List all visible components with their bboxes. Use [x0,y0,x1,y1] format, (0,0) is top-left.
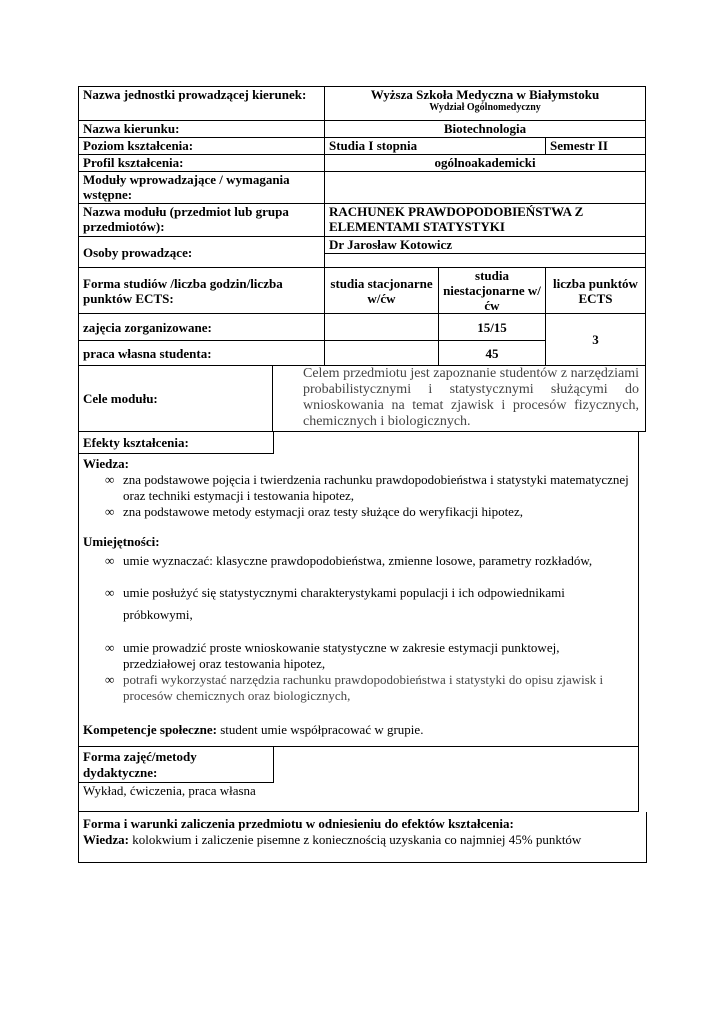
list-item: ∞ umie wyznaczać: klasyczne prawdopodobieństwa, zmienne losowe, parametry rozkładów, [101,550,634,572]
prereq-value [325,172,646,204]
competences-label: Kompetencje społeczne: [83,722,217,737]
semester-value: Semestr II [546,138,646,155]
syllabus-document [78,86,645,863]
skills-heading: Umiejętności: [83,534,160,549]
outcomes-label: Efekty kształcenia: [79,432,274,454]
col-part-time: studia niestacjonarne w/ćw [439,268,546,314]
organized-label: zajęcia zorganizowane: [79,314,325,341]
level-value: Studia I stopnia [325,138,546,155]
infinity-bullet-icon: ∞ [105,504,115,519]
col-ects: liczba punktów ECTS [546,268,646,314]
field-label: Nazwa kierunku: [79,121,325,138]
unit-dept: Wydział Ogólnomedyczny [429,102,541,113]
infinity-bullet-icon: ∞ [105,640,115,655]
competences [83,722,634,738]
own-work-full-time [325,341,439,366]
goals-text: Celem przedmiotu jest zapoznanie studentów z narzędziami probabilistycznymi i statystycznymi służącymi do wnioskowania na temat zjawisk i procesów fizycznych, chemicznych i biologicznych. [273,366,646,432]
list-item: ∞ potrafi wykorzystać narzędzia rachunku prawdopodobieństwa i statystyki do opisu zjawisk i procesów chemicznych oraz biologicznych, [105,672,604,703]
competences-text: student umie współpracować w grupie. [216,722,424,737]
infinity-bullet-icon: ∞ [105,672,115,687]
ects-value: 3 [546,314,646,366]
assessment-body [83,832,642,848]
teachers-label: Osoby prowadzące: [79,237,325,268]
list-item: ∞ zna podstawowe pojęcia i twierdzenia rachunku prawdopodobieństwa i statystyki matematycznej oraz techniki estymacji i testowania hipotez, [105,472,629,503]
form-label: Forma studiów /liczba godzin/liczba punktów ECTS: [79,268,325,314]
profile-label: Profil kształcenia: [79,155,325,172]
module-label: Nazwa modułu (przedmiot lub grupa przedmiotów): [79,204,325,237]
organized-full-time [325,314,439,341]
infinity-bullet-icon: ∞ [105,553,115,568]
level-label: Poziom kształcenia: [79,138,325,155]
teachers-extra [325,254,646,268]
prereq-label: Moduły wprowadzające / wymagania wstępne: [79,172,325,204]
outcomes-section [78,432,639,747]
module-value: RACHUNEK PRAWDOPODOBIEŃSTWA Z ELEMENTAMI STATYSTYKI [325,204,646,237]
list-item: ∞ zna podstawowe metody estymacji oraz testy służące do weryfikacji hipotez, [105,504,523,519]
skills-list [83,550,634,704]
own-work-part-time: 45 [439,341,546,366]
col-full-time: studia stacjonarne w/ćw [325,268,439,314]
knowledge-list [83,472,634,520]
assessment-text: kolokwium i zaliczenie pisemne z koniecznością uzyskania co najmniej 45% punktów [128,832,582,847]
field-value: Biotechnologia [325,121,646,138]
infinity-bullet-icon: ∞ [105,585,115,600]
infinity-bullet-icon: ∞ [105,472,115,487]
course-info-table [78,86,646,432]
unit-name: Wyższa Szkoła Medyczna w Białymstoku [370,87,600,102]
assessment-label: Wiedza: [83,832,129,847]
goals-label: Cele modułu: [79,366,273,432]
methods-text: Wykład, ćwiczenia, praca własna [83,783,256,798]
profile-value: ogólnoakademicki [325,155,646,172]
assessment-heading: Forma i warunki zaliczenia przedmiotu w odniesieniu do efektów kształcenia: [83,816,514,831]
list-item: ∞ umie prowadzić proste wnioskowanie statystyczne w zakresie estymacji punktowej, przedziałowej oraz testowania hipotez, [105,640,560,671]
teachers-value: Dr Jarosław Kotowicz [325,237,646,254]
methods-label: Forma zajęć/metody dydaktyczne: [79,747,274,783]
list-item: ∞ umie posłużyć się statystycznymi charakterystykami populacji i ich odpowiednikami próbkowymi, [101,582,634,626]
own-work-label: praca własna studenta: [79,341,325,366]
assessment-section [78,812,647,863]
organized-part-time: 15/15 [439,314,546,341]
methods-section [78,747,639,812]
knowledge-heading: Wiedza: [83,456,129,471]
unit-label: Nazwa jednostki prowadzącej kierunek: [79,87,325,121]
